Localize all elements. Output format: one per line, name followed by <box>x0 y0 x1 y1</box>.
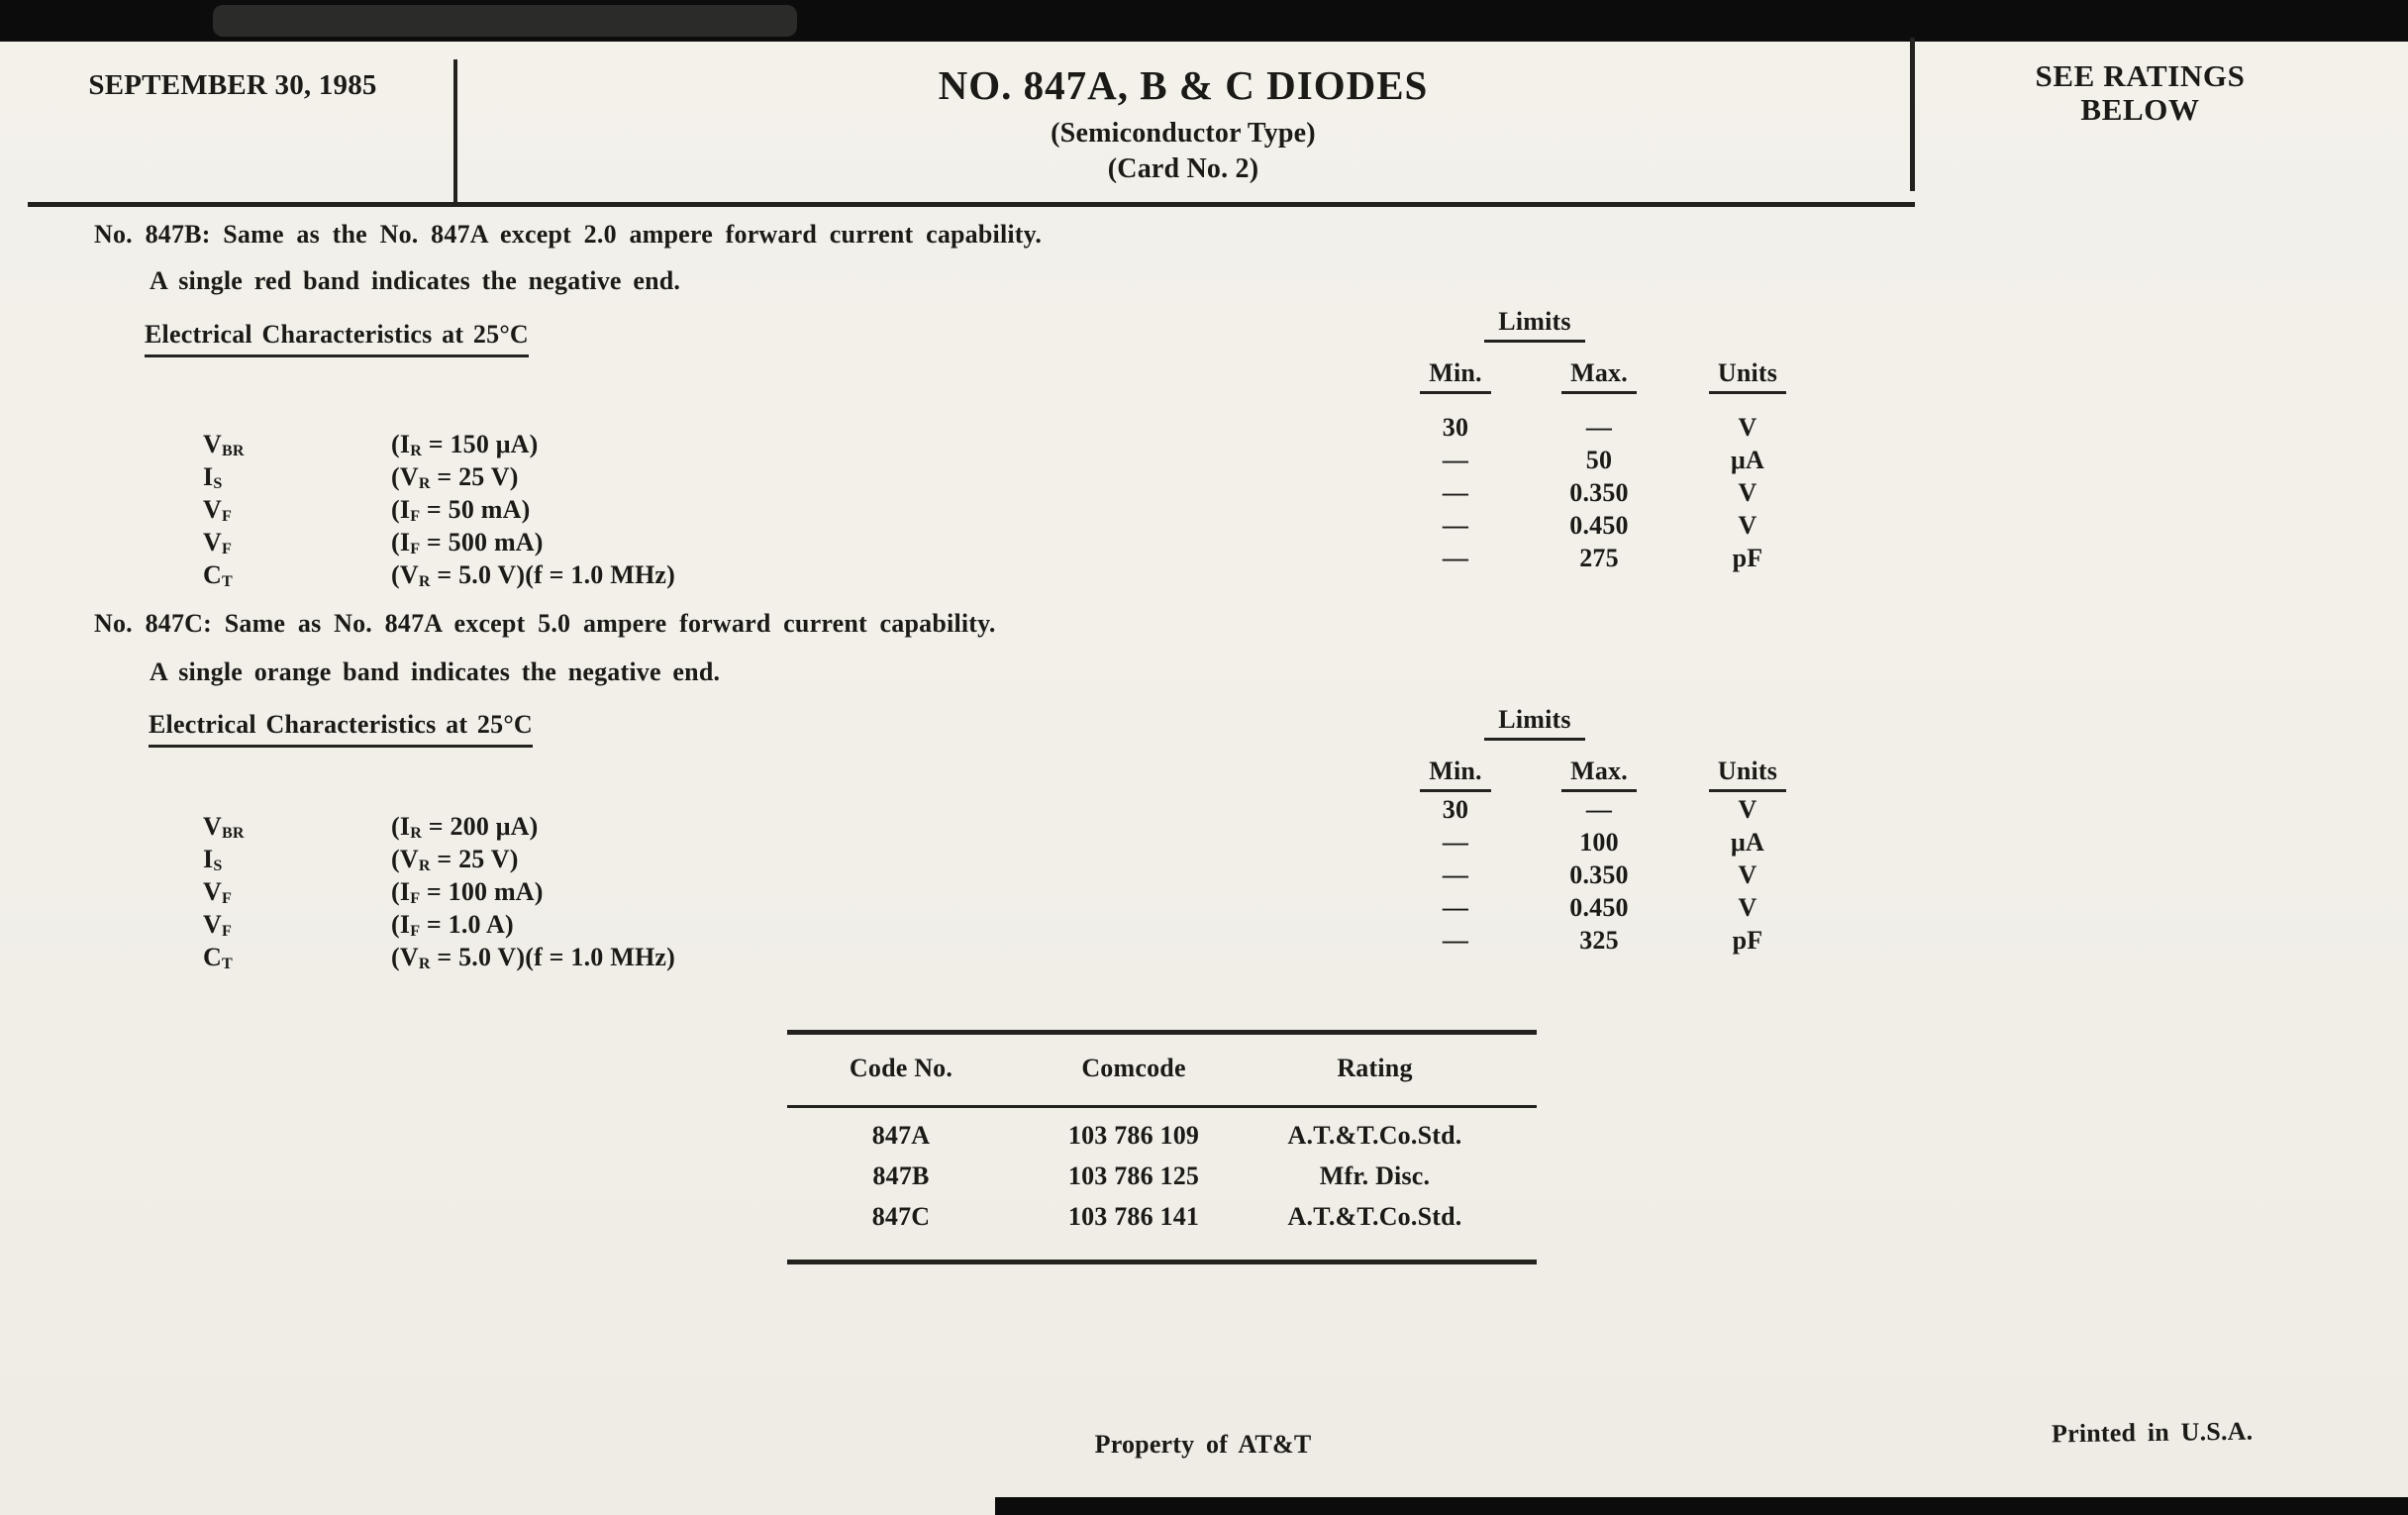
subscript: F <box>410 541 421 558</box>
units-value: V <box>1738 413 1757 442</box>
code-table-row <box>787 1196 1537 1237</box>
parameter-symbol: $V_{BR}$ <box>203 812 245 843</box>
test-condition: ($I_R = 150$ μA) <box>391 430 539 460</box>
test-condition: ($I_F = 50$ mA) <box>391 495 531 526</box>
section-847b-column-headers <box>203 358 1817 388</box>
units-value: V <box>1738 511 1757 540</box>
header-rule <box>28 202 1915 207</box>
header-divider-right <box>1910 38 1915 191</box>
parameter-symbol: $V_F$ <box>203 495 233 526</box>
subscript: R <box>418 956 431 973</box>
subtitle-semiconductor-type: (Semiconductor Type) <box>1051 118 1316 149</box>
parameter-symbol: $V_F$ <box>203 910 233 941</box>
section-847c-limits-label <box>1391 705 1678 735</box>
rating-value: A.T.&T.Co.Std. <box>1287 1121 1462 1150</box>
rating-value: A.T.&T.Co.Std. <box>1287 1202 1462 1231</box>
subscript: BR <box>221 443 245 460</box>
units-value: V <box>1738 860 1757 889</box>
spacer <box>391 358 1391 388</box>
code-table-rows <box>787 1115 1537 1237</box>
section-847b-limits-label <box>1391 307 1678 337</box>
section-847b-intro: No. 847B: Same as the No. 847A except 2.0 ampere forward current capability. <box>94 220 1043 249</box>
parameter-symbol: $C_T$ <box>203 560 233 591</box>
code-table-header-row <box>787 1054 1537 1083</box>
test-condition: ($I_F = 1.0$ A) <box>391 910 514 941</box>
min-value: — <box>1442 926 1469 955</box>
printed-note: Printed in U.S.A. <box>2051 1416 2254 1449</box>
subscript: BR <box>221 825 245 843</box>
section-847c-characteristics-heading: Electrical Characteristics at 25°C <box>149 710 533 748</box>
rating-value: Mfr. Disc. <box>1319 1162 1431 1190</box>
code-no-value: 847C <box>871 1202 931 1231</box>
test-condition: ($V_R = 25$ V) <box>391 462 519 493</box>
max-value: — <box>1585 413 1613 442</box>
code-table-mid-rule <box>787 1105 1537 1108</box>
units-column-header-cell <box>1678 757 1817 786</box>
rating-header: Rating <box>1337 1054 1413 1082</box>
max-value: 0.450 <box>1569 511 1629 540</box>
max-value: 0.350 <box>1569 860 1629 889</box>
characteristics-table-847b <box>203 413 1817 591</box>
characteristics-table-847c <box>203 795 1817 973</box>
min-column-header: Min. <box>1420 358 1491 394</box>
comcode-value: 103 786 141 <box>1067 1202 1200 1231</box>
units-column-header: Units <box>1709 757 1786 792</box>
parameter-symbol: $I_S$ <box>203 845 223 875</box>
code-table-bottom-rule <box>787 1260 1537 1264</box>
test-condition: ($I_F = 100$ mA) <box>391 877 544 908</box>
test-condition: ($I_R = 200$ μA) <box>391 812 539 843</box>
min-value: — <box>1442 860 1469 889</box>
units-value: pF <box>1732 544 1763 572</box>
min-value: — <box>1442 446 1469 474</box>
units-column-header-cell <box>1678 358 1817 388</box>
max-value: 50 <box>1585 446 1613 474</box>
code-table-top-rule <box>787 1030 1537 1035</box>
max-value: 275 <box>1579 544 1619 572</box>
parameter-symbol: $C_T$ <box>203 943 233 973</box>
page-title: NO. 847A, B & C DIODES <box>938 62 1429 108</box>
subscript: F <box>221 923 233 941</box>
units-value: μA <box>1731 446 1764 474</box>
scan-top-bar <box>0 0 2408 42</box>
min-value: — <box>1442 893 1469 922</box>
min-column-header-cell <box>1391 757 1520 786</box>
max-column-header: Max. <box>1561 757 1637 792</box>
max-value: 100 <box>1579 828 1619 857</box>
limits-label-text: Limits <box>1484 307 1584 343</box>
parameter-symbol: $I_S$ <box>203 462 223 493</box>
code-table <box>787 1030 1537 1267</box>
characteristic-row <box>203 544 1817 591</box>
characteristic-row <box>203 926 1817 973</box>
comcode-value: 103 786 125 <box>1067 1162 1200 1190</box>
property-note: Property of AT&T <box>1094 1430 1312 1459</box>
units-value: μA <box>1731 828 1764 857</box>
scan-bottom-bar <box>995 1497 2408 1515</box>
subscript: R <box>418 573 431 591</box>
comcode-value: 103 786 109 <box>1067 1121 1200 1150</box>
min-value: 30 <box>1442 413 1469 442</box>
subscript: F <box>410 508 421 526</box>
min-value: 30 <box>1442 795 1469 824</box>
subscript: S <box>213 475 223 493</box>
max-column-header: Max. <box>1561 358 1637 394</box>
code-table-row <box>787 1156 1537 1196</box>
min-value: — <box>1442 478 1469 507</box>
units-column-header: Units <box>1709 358 1786 394</box>
code-no-value: 847B <box>872 1162 930 1190</box>
section-847c-column-headers <box>203 757 1817 786</box>
section-847c-intro: No. 847C: Same as No. 847A except 5.0 ampere forward current capability. <box>94 609 996 638</box>
max-column-header-cell <box>1520 757 1678 786</box>
spacer <box>203 757 391 786</box>
document-date: SEPTEMBER 30, 1985 <box>88 69 377 101</box>
test-condition: ($V_R = 5.0$ V)(f = 1.0 MHz) <box>391 560 675 591</box>
max-value: 0.350 <box>1569 478 1629 507</box>
max-column-header-cell <box>1520 358 1678 388</box>
subtitle-card-number: (Card No. 2) <box>1107 153 1259 184</box>
section-847b-characteristics-heading: Electrical Characteristics at 25°C <box>145 320 529 357</box>
subscript: F <box>410 923 421 941</box>
min-value: — <box>1442 511 1469 540</box>
min-column-header-cell <box>1391 358 1520 388</box>
min-value: — <box>1442 828 1469 857</box>
units-value: V <box>1738 478 1757 507</box>
max-value: 325 <box>1579 926 1619 955</box>
limits-label-text: Limits <box>1484 705 1584 741</box>
units-value: V <box>1738 893 1757 922</box>
comcode-header: Comcode <box>1081 1054 1186 1082</box>
subscript: F <box>221 508 233 526</box>
subscript: T <box>221 956 233 973</box>
min-value: — <box>1442 544 1469 572</box>
spacer <box>203 358 391 388</box>
code-no-value: 847A <box>871 1121 931 1150</box>
subscript: R <box>410 443 423 460</box>
parameter-symbol: $V_{BR}$ <box>203 430 245 460</box>
code-table-row <box>787 1115 1537 1156</box>
subscript: F <box>410 890 421 908</box>
max-value: 0.450 <box>1569 893 1629 922</box>
test-condition: ($V_R = 25$ V) <box>391 845 519 875</box>
subscript: R <box>418 475 431 493</box>
ratings-note <box>1919 59 2361 127</box>
subscript: R <box>410 825 423 843</box>
spacer <box>391 757 1391 786</box>
test-condition: ($V_R = 5.0$ V)(f = 1.0 MHz) <box>391 943 675 973</box>
ratings-note-line2: BELOW <box>2080 92 2200 127</box>
subscript: R <box>418 858 431 875</box>
units-value: V <box>1738 795 1757 824</box>
subscript: F <box>221 541 233 558</box>
ratings-note-line1: SEE RATINGS <box>2035 58 2246 93</box>
parameter-symbol: $V_F$ <box>203 528 233 558</box>
parameter-symbol: $V_F$ <box>203 877 233 908</box>
max-value: — <box>1585 795 1613 824</box>
code-no-header: Code No. <box>849 1054 953 1082</box>
scan-smudge <box>213 5 797 37</box>
section-847c-band-note: A single orange band indicates the negative end. <box>150 657 721 686</box>
subscript: S <box>213 858 223 875</box>
subscript: F <box>221 890 233 908</box>
units-value: pF <box>1732 926 1763 955</box>
subscript: T <box>221 573 233 591</box>
min-column-header: Min. <box>1420 757 1491 792</box>
section-847b-band-note: A single red band indicates the negative end. <box>150 266 681 295</box>
test-condition: ($I_F = 500$ mA) <box>391 528 544 558</box>
